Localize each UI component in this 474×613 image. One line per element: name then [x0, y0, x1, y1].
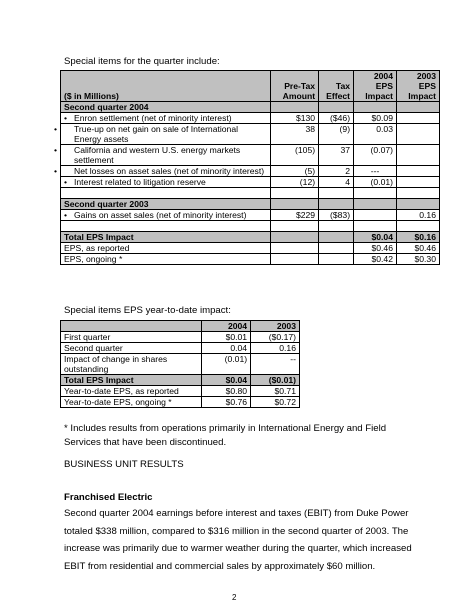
table-row: • True-up on net gain on sale of International Energy assets 38 (9) 0.03	[61, 124, 440, 145]
bullet-icon: •	[64, 210, 68, 220]
ytd-2003-header: 2003	[251, 321, 300, 332]
table-row: Year-to-date EPS, as reported $0.80 $0.71	[61, 386, 300, 397]
bullet-icon: •	[54, 124, 58, 134]
section-row-q2-2004: Second quarter 2004	[61, 102, 440, 113]
table-row: • Net losses on asset sales (net of minority interest) (5) 2 ---	[61, 166, 440, 177]
label-col-header: ($ in Millions)	[61, 71, 271, 102]
table-row: Year-to-date EPS, ongoing * $0.76 $0.72	[61, 397, 300, 408]
total-row: Total EPS Impact $0.04 ($0.01)	[61, 375, 300, 386]
table-row: • Enron settlement (net of minority interest) $130 ($46) $0.09	[61, 113, 440, 124]
spacer-row	[61, 188, 440, 199]
ytd-2004-header: 2004	[202, 321, 251, 332]
table-row: • Interest related to litigation reserve (12) 4 (0.01)	[61, 177, 440, 188]
table-row: Second quarter 0.04 0.16	[61, 343, 300, 354]
section-heading: BUSINESS UNIT RESULTS	[64, 459, 184, 470]
bullet-icon: •	[64, 113, 68, 123]
ytd-header-row	[61, 321, 300, 332]
tax-col-header: Tax Effect	[319, 71, 354, 102]
table1-header-row	[61, 71, 440, 102]
sub-heading: Franchised Electric	[64, 492, 153, 503]
spacer-row	[61, 221, 440, 232]
special-items-table	[54, 70, 440, 265]
section-row-q2-2003: Second quarter 2003	[61, 199, 440, 210]
footnote: * Includes results from operations primarily in International Energy and Field Services that have been discontinued.	[64, 423, 387, 448]
table-row: EPS, as reported $0.46 $0.46	[61, 243, 440, 254]
table-row: First quarter $0.01 ($0.17)	[61, 332, 300, 343]
ytd-intro-text: Special items EPS year-to-date impact:	[64, 305, 231, 316]
pretax-col-header: Pre-Tax Amount	[271, 71, 319, 102]
bullet-icon: •	[54, 166, 58, 176]
eps2003-col-header: 2003 EPS Impact	[397, 71, 440, 102]
total-row: Total EPS Impact $0.04 $0.16	[61, 232, 440, 243]
table-row: EPS, ongoing * $0.42 $0.30	[61, 254, 440, 265]
intro-text: Special items for the quarter include:	[64, 56, 220, 67]
page-number: 2	[232, 593, 237, 602]
bullet-icon: •	[54, 145, 58, 155]
body-paragraph: Second quarter 2004 earnings before interest and taxes (EBIT) from Duke Power totaled $338 million, compared to $316 million in the second quarter of 2003. The increase was primarily due to warmer weather during the quarter, which increased EBIT from residential and commercial sales by approximately $60 million.	[64, 508, 412, 572]
table-row: • California and western U.S. energy markets settlement (105) 37 (0.07)	[61, 145, 440, 166]
ytd-table	[60, 320, 300, 408]
eps2004-col-header: 2004 EPS Impact	[354, 71, 397, 102]
bullet-icon: •	[64, 177, 68, 187]
table-row: • Gains on asset sales (net of minority interest) $229 ($83) 0.16	[61, 210, 440, 221]
table-row: Impact of change in shares outstanding (0.01) --	[61, 354, 300, 375]
